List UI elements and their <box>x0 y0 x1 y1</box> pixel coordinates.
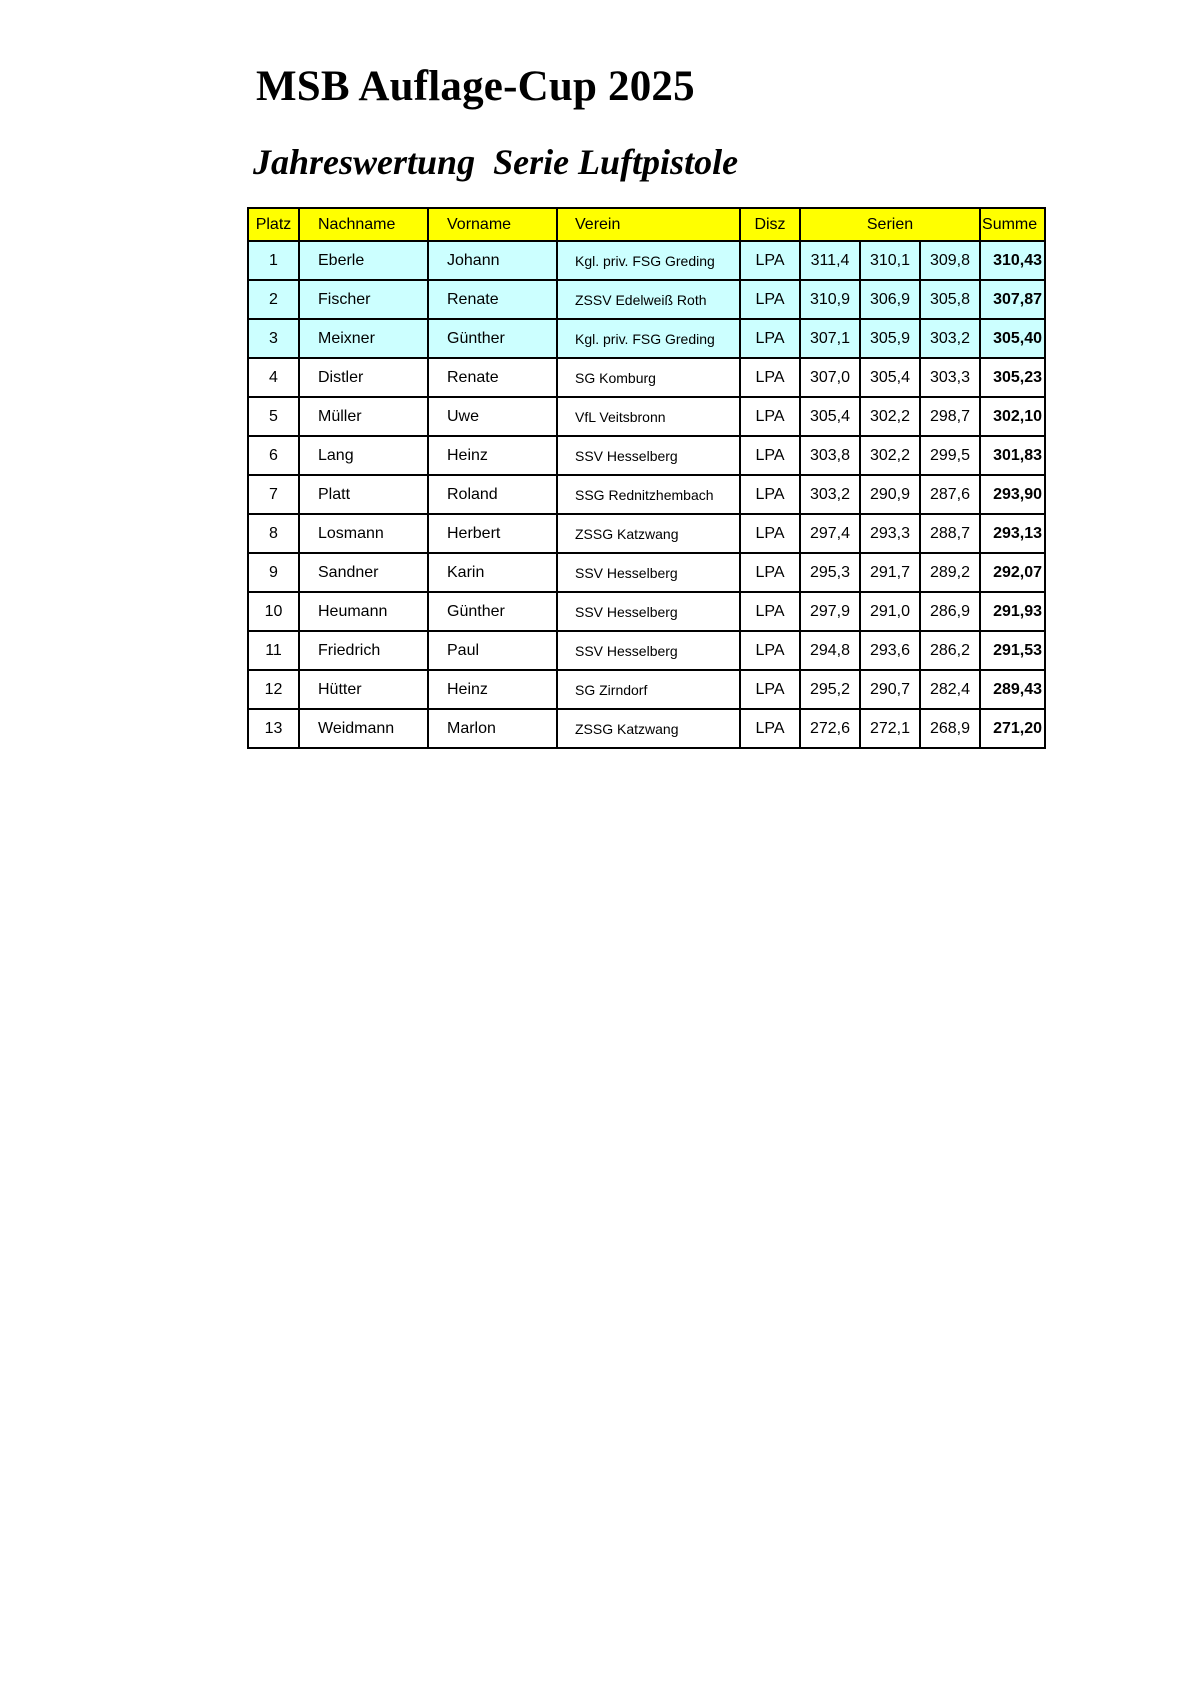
cell-nachname: Meixner <box>299 319 428 358</box>
cell-disz: LPA <box>740 514 800 553</box>
cell-serie-3: 286,2 <box>920 631 980 670</box>
cell-summe: 293,13 <box>980 514 1045 553</box>
cell-serie-1: 311,4 <box>800 241 860 280</box>
cell-serie-1: 295,3 <box>800 553 860 592</box>
cell-platz: 7 <box>248 475 299 514</box>
cell-serie-1: 272,6 <box>800 709 860 748</box>
cell-verein: SG Zirndorf <box>557 670 740 709</box>
cell-summe: 305,23 <box>980 358 1045 397</box>
cell-serie-3: 299,5 <box>920 436 980 475</box>
cell-nachname: Weidmann <box>299 709 428 748</box>
cell-serie-2: 293,6 <box>860 631 920 670</box>
header-verein: Verein <box>557 208 740 241</box>
cell-disz: LPA <box>740 670 800 709</box>
cell-nachname: Platt <box>299 475 428 514</box>
cell-vorname: Uwe <box>428 397 557 436</box>
header-summe: Summe <box>980 208 1045 241</box>
cell-disz: LPA <box>740 553 800 592</box>
cell-serie-2: 290,7 <box>860 670 920 709</box>
cell-vorname: Renate <box>428 280 557 319</box>
cell-serie-1: 307,0 <box>800 358 860 397</box>
cell-nachname: Müller <box>299 397 428 436</box>
cell-serie-2: 302,2 <box>860 436 920 475</box>
cell-nachname: Friedrich <box>299 631 428 670</box>
header-nachname: Nachname <box>299 208 428 241</box>
cell-serie-3: 303,2 <box>920 319 980 358</box>
cell-platz: 11 <box>248 631 299 670</box>
cell-verein: SSV Hesselberg <box>557 592 740 631</box>
cell-serie-2: 293,3 <box>860 514 920 553</box>
cell-verein: SSV Hesselberg <box>557 436 740 475</box>
results-table <box>247 207 1046 749</box>
table-row <box>248 514 1045 553</box>
table-row <box>248 631 1045 670</box>
cell-serie-3: 289,2 <box>920 553 980 592</box>
cell-disz: LPA <box>740 592 800 631</box>
cell-serie-3: 303,3 <box>920 358 980 397</box>
cell-nachname: Hütter <box>299 670 428 709</box>
table-row <box>248 319 1045 358</box>
cell-platz: 10 <box>248 592 299 631</box>
cell-summe: 291,93 <box>980 592 1045 631</box>
cell-vorname: Marlon <box>428 709 557 748</box>
table-row <box>248 397 1045 436</box>
cell-nachname: Distler <box>299 358 428 397</box>
cell-summe: 293,90 <box>980 475 1045 514</box>
cell-disz: LPA <box>740 358 800 397</box>
header-disz: Disz <box>740 208 800 241</box>
cell-platz: 9 <box>248 553 299 592</box>
cell-serie-1: 303,2 <box>800 475 860 514</box>
cell-verein: ZSSG Katzwang <box>557 514 740 553</box>
cell-summe: 305,40 <box>980 319 1045 358</box>
cell-summe: 271,20 <box>980 709 1045 748</box>
cell-serie-1: 294,8 <box>800 631 860 670</box>
cell-summe: 302,10 <box>980 397 1045 436</box>
cell-serie-1: 295,2 <box>800 670 860 709</box>
table-row <box>248 241 1045 280</box>
table-header-row <box>248 208 1045 241</box>
cell-serie-1: 307,1 <box>800 319 860 358</box>
cell-verein: Kgl. priv. FSG Greding <box>557 319 740 358</box>
cell-serie-1: 305,4 <box>800 397 860 436</box>
cell-verein: SSV Hesselberg <box>557 553 740 592</box>
cell-vorname: Herbert <box>428 514 557 553</box>
cell-summe: 292,07 <box>980 553 1045 592</box>
results-body <box>248 241 1045 748</box>
cell-verein: ZSSV Edelweiß Roth <box>557 280 740 319</box>
cell-disz: LPA <box>740 709 800 748</box>
cell-disz: LPA <box>740 319 800 358</box>
cell-serie-1: 310,9 <box>800 280 860 319</box>
cell-serie-3: 305,8 <box>920 280 980 319</box>
table-row <box>248 280 1045 319</box>
cell-nachname: Eberle <box>299 241 428 280</box>
cell-serie-3: 309,8 <box>920 241 980 280</box>
cell-verein: VfL Veitsbronn <box>557 397 740 436</box>
table-row <box>248 709 1045 748</box>
cell-serie-3: 286,9 <box>920 592 980 631</box>
cell-platz: 1 <box>248 241 299 280</box>
header-vorname: Vorname <box>428 208 557 241</box>
cell-disz: LPA <box>740 436 800 475</box>
cell-platz: 13 <box>248 709 299 748</box>
cell-serie-3: 298,7 <box>920 397 980 436</box>
table-row <box>248 592 1045 631</box>
cell-serie-2: 302,2 <box>860 397 920 436</box>
cell-verein: Kgl. priv. FSG Greding <box>557 241 740 280</box>
cell-nachname: Lang <box>299 436 428 475</box>
cell-vorname: Paul <box>428 631 557 670</box>
cell-platz: 6 <box>248 436 299 475</box>
cell-serie-1: 297,9 <box>800 592 860 631</box>
cell-serie-2: 305,9 <box>860 319 920 358</box>
table-row <box>248 553 1045 592</box>
cell-vorname: Karin <box>428 553 557 592</box>
header-platz: Platz <box>248 208 299 241</box>
cell-serie-2: 291,7 <box>860 553 920 592</box>
cell-nachname: Sandner <box>299 553 428 592</box>
cell-verein: SSG Rednitzhembach <box>557 475 740 514</box>
page-subtitle: Jahreswertung Serie Luftpistole <box>253 142 739 182</box>
cell-platz: 8 <box>248 514 299 553</box>
cell-serie-3: 287,6 <box>920 475 980 514</box>
cell-summe: 291,53 <box>980 631 1045 670</box>
cell-verein: ZSSG Katzwang <box>557 709 740 748</box>
cell-vorname: Günther <box>428 319 557 358</box>
cell-serie-2: 305,4 <box>860 358 920 397</box>
cell-serie-1: 297,4 <box>800 514 860 553</box>
cell-summe: 307,87 <box>980 280 1045 319</box>
table-row <box>248 670 1045 709</box>
cell-serie-2: 310,1 <box>860 241 920 280</box>
table-row <box>248 475 1045 514</box>
cell-disz: LPA <box>740 280 800 319</box>
cell-vorname: Renate <box>428 358 557 397</box>
cell-verein: SG Komburg <box>557 358 740 397</box>
cell-nachname: Losmann <box>299 514 428 553</box>
cell-serie-2: 306,9 <box>860 280 920 319</box>
cell-summe: 301,83 <box>980 436 1045 475</box>
cell-platz: 2 <box>248 280 299 319</box>
cell-nachname: Fischer <box>299 280 428 319</box>
cell-serie-3: 288,7 <box>920 514 980 553</box>
cell-platz: 5 <box>248 397 299 436</box>
cell-nachname: Heumann <box>299 592 428 631</box>
cell-serie-3: 282,4 <box>920 670 980 709</box>
cell-serie-2: 290,9 <box>860 475 920 514</box>
cell-serie-2: 272,1 <box>860 709 920 748</box>
cell-platz: 12 <box>248 670 299 709</box>
cell-vorname: Heinz <box>428 670 557 709</box>
cell-platz: 3 <box>248 319 299 358</box>
cell-disz: LPA <box>740 241 800 280</box>
cell-vorname: Johann <box>428 241 557 280</box>
table-row <box>248 358 1045 397</box>
page-title: MSB Auflage-Cup 2025 <box>256 63 695 110</box>
cell-verein: SSV Hesselberg <box>557 631 740 670</box>
cell-disz: LPA <box>740 397 800 436</box>
cell-vorname: Roland <box>428 475 557 514</box>
cell-disz: LPA <box>740 475 800 514</box>
table-row <box>248 436 1045 475</box>
cell-vorname: Heinz <box>428 436 557 475</box>
cell-summe: 289,43 <box>980 670 1045 709</box>
cell-platz: 4 <box>248 358 299 397</box>
cell-serie-1: 303,8 <box>800 436 860 475</box>
cell-disz: LPA <box>740 631 800 670</box>
header-serien: Serien <box>800 208 980 241</box>
cell-vorname: Günther <box>428 592 557 631</box>
cell-summe: 310,43 <box>980 241 1045 280</box>
cell-serie-2: 291,0 <box>860 592 920 631</box>
cell-serie-3: 268,9 <box>920 709 980 748</box>
